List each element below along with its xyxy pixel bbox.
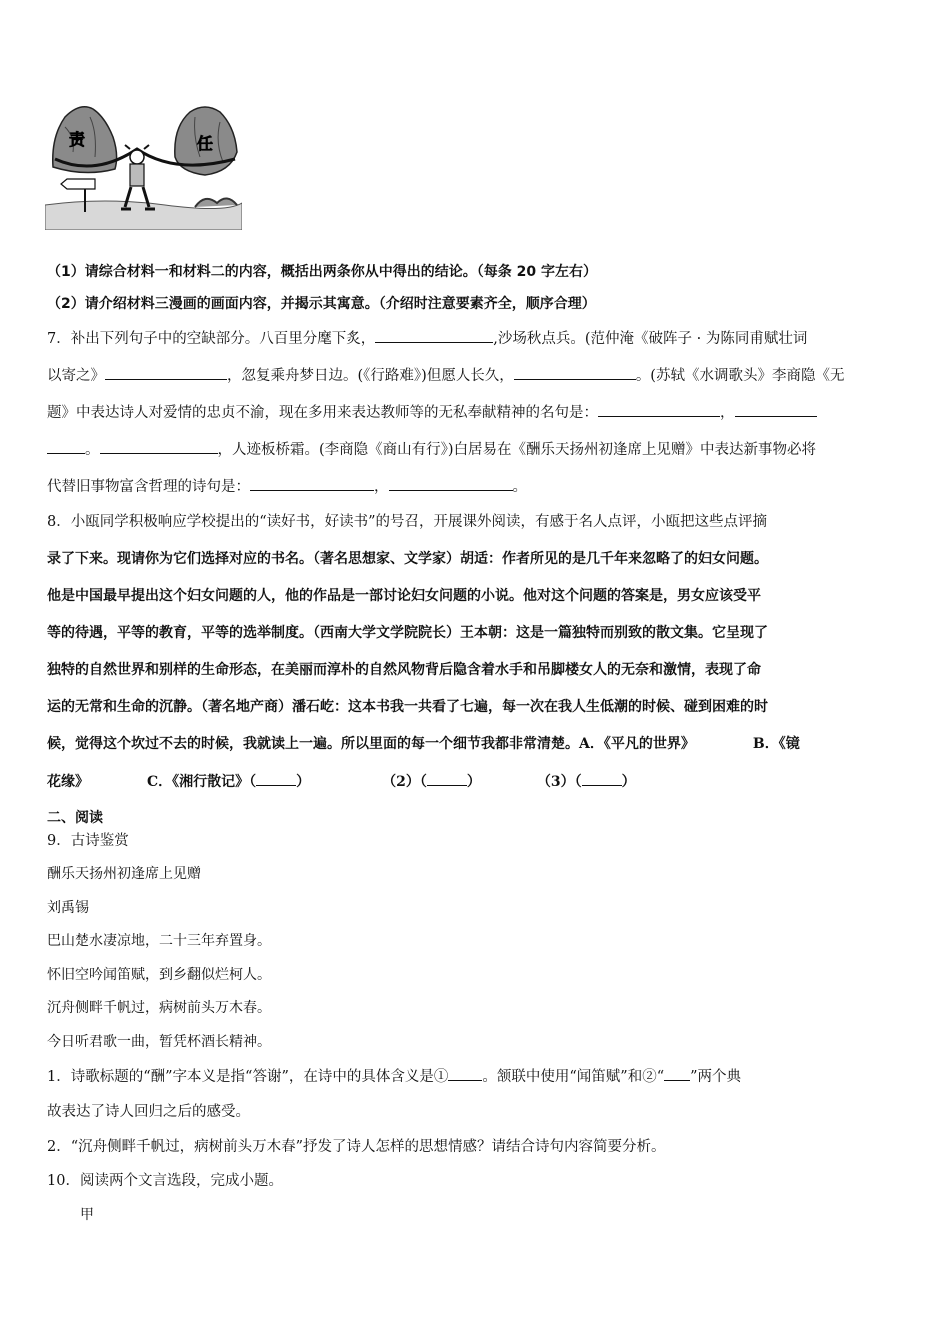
- q7-blank-1[interactable]: [375, 328, 493, 343]
- q7-text: 。(苏轼《水调歌头》李商隐《无: [635, 368, 845, 384]
- q10-title: 10．阅读两个文言选段，完成小题。: [47, 1173, 283, 1189]
- q7-line5: [47, 476, 905, 497]
- poem-line-3: 沉舟侧畔千帆过，病树前头万木春。: [47, 1000, 271, 1016]
- section-heading: 二、阅读: [47, 810, 103, 826]
- q7-blank-6[interactable]: [100, 439, 218, 454]
- cartoon-char-right: 任: [197, 134, 214, 153]
- q7-blank-8[interactable]: [389, 476, 513, 491]
- q7-blank-3[interactable]: [514, 365, 636, 380]
- q7-blank-2[interactable]: [105, 365, 227, 380]
- poem-line-1: 巴山楚水凄凉地，二十三年弃置身。: [47, 933, 271, 949]
- q7-text: 题》中表达诗人对爱情的忠贞不渝，现在多用来表达教师等的无私奉献精神的名句是：: [47, 405, 598, 421]
- q7-text: ，: [374, 479, 389, 495]
- q10-jia: 甲: [80, 1207, 94, 1223]
- poem-author: 刘禹锡: [47, 900, 89, 916]
- q8-text: ）: [466, 774, 481, 790]
- q7-blank-4[interactable]: [598, 402, 720, 417]
- q8-text: ）: [621, 774, 636, 790]
- q9-text: ”两个典: [690, 1069, 742, 1085]
- q7-line1: [47, 328, 905, 349]
- q9-sub1: [47, 1066, 905, 1087]
- q8-line2: 录了下来。现请你为它们选择对应的书名。（著名思想家、文学家）胡适：作者所见的是几千年来忽略了的妇女问题。: [47, 551, 768, 567]
- q9-text: 。颔联中使用“闻笛赋”和②“: [482, 1069, 665, 1085]
- q8-line7: [47, 734, 905, 754]
- q6-sub1: （1）请综合材料一和材料二的内容，概括出两条你从中得出的结论。（每条 20 字左右）: [47, 264, 597, 280]
- q6-sub2: （2）请介绍材料三漫画的画面内容，并揭示其寓意。（介绍时注意要素齐全，顺序合理）: [47, 296, 596, 312]
- q7-line4: [47, 439, 905, 460]
- option-b-cont: 花缘》: [47, 774, 89, 790]
- q7-blank-5a[interactable]: [735, 402, 817, 417]
- q7-text: 7．补出下列句子中的空缺部分。八百里分麾下炙，: [47, 331, 376, 347]
- q7-blank-5b[interactable]: [47, 439, 85, 454]
- q9-blank-1[interactable]: [448, 1066, 482, 1081]
- q9-blank-2[interactable]: [664, 1066, 690, 1081]
- q7-text: 以寄之》: [47, 368, 105, 384]
- poem-title: 酬乐天扬州初逢席上见赠: [47, 866, 201, 882]
- q9-sub2: 2．“沉舟侧畔千帆过，病树前头万木春”抒发了诗人怎样的思想情感？请结合诗句内容简要分析。: [47, 1139, 666, 1155]
- q8-answer-1[interactable]: [256, 771, 296, 786]
- q8-line1: 8．小瓯同学积极响应学校提出的“读好书，好读书”的号召，开展课外阅读，有感于名人点评，小瓯把这些点评摘: [47, 514, 768, 530]
- q7-text: ，: [720, 405, 735, 421]
- q9-sub1-cont: 故表达了诗人回归之后的感受。: [47, 1104, 250, 1120]
- q7-text: 代替旧事物富含哲理的诗句是：: [47, 479, 250, 495]
- q8-answer-2[interactable]: [427, 771, 467, 786]
- responsibility-cartoon-icon: [45, 97, 242, 230]
- poem-line-2: 怀旧空吟闻笛赋，到乡翻似烂柯人。: [47, 967, 271, 983]
- q7-text: 。: [512, 479, 527, 495]
- q9-title: 9．古诗鉴赏: [47, 833, 129, 849]
- q8-text: ）: [296, 774, 311, 790]
- q8-text: （3）（: [536, 774, 582, 790]
- q8-text: 候，觉得这个坎过不去的时候，我就读上一遍。所以里面的每一个细节我都非常清楚。A．《平凡的世界》: [47, 736, 695, 752]
- q7-blank-7[interactable]: [250, 476, 374, 491]
- option-c: C．《湘行散记》（: [147, 774, 257, 790]
- q8-line8: [47, 771, 905, 792]
- q8-text: （2）（: [382, 774, 427, 790]
- q8-answer-3[interactable]: [582, 771, 622, 786]
- cartoon-char-left: 责: [69, 130, 86, 149]
- q7-text: ，忽复乘舟梦日边。(《行路难》)但愿人长久，: [227, 368, 514, 384]
- poem-line-4: 今日听君歌一曲，暂凭杯酒长精神。: [47, 1034, 271, 1050]
- q8-line5: 独特的自然世界和别样的生命形态，在美丽而淳朴的自然风物背后隐含着水手和吊脚楼女人的无奈和激情，表现了命: [47, 662, 761, 678]
- q9-text: 1．诗歌标题的“酬”字本义是指“答谢”，在诗中的具体含义是①: [47, 1069, 449, 1085]
- q7-line2: [47, 365, 905, 386]
- q7-text: 。: [85, 442, 100, 458]
- q8-line4: 等的待遇，平等的教育，平等的选举制度。（西南大学文学院院长）王本朝：这是一篇独特而别致的散文集。它呈现了: [47, 625, 768, 641]
- q7-text: ，人迹板桥霜。(李商隐《商山有行》)白居易在《酬乐天扬州初逢席上见赠》中表达新事物必将: [217, 442, 817, 458]
- option-b: B．《镜: [752, 736, 800, 752]
- q8-line3: 他是中国最早提出这个妇女问题的人，他的作品是一部讨论妇女问题的小说。他对这个问题的答案是，男女应该受平: [47, 588, 761, 604]
- q7-line3: [47, 402, 905, 423]
- q7-text: ,沙场秋点兵。(范仲淹《破阵子 · 为陈同甫赋壮词: [493, 331, 808, 347]
- q8-line6: 运的无常和生命的沉静。（著名地产商）潘石屹：这本书我一共看了七遍，每一次在我人生低潮的时候、碰到困难的时: [47, 699, 768, 715]
